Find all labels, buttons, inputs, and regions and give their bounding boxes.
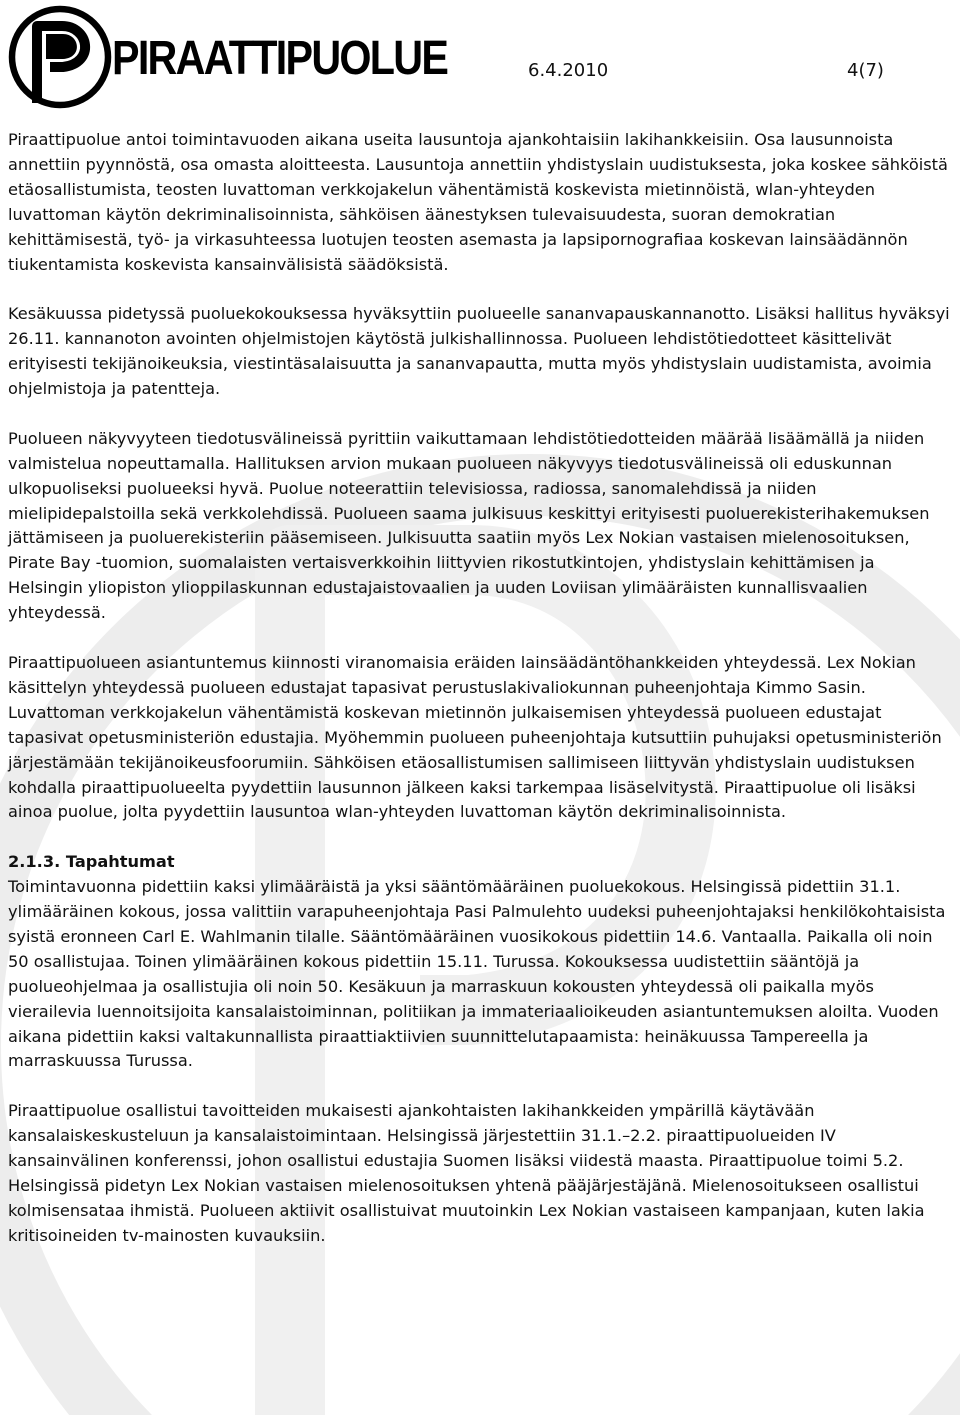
document-date: 6.4.2010 bbox=[528, 60, 609, 81]
logo-wordmark: PIRAATTIPUOLUE bbox=[112, 32, 448, 85]
section-heading: 2.1.3. Tapahtumat bbox=[8, 852, 175, 872]
body-paragraph: Piraattipuolue antoi toimintavuoden aikana useita lausuntoja ajankohtaisiin lakihankkeisiin. Osa lausunnoista annettiin pyynnöstä, osa omasta aloitteesta. Lausuntoja annettiin yhdistyslain uudistuksesta, joka koskee sähköistä etäosallistumista, teosten luvattoman verkkojakelun vähentämistä koskevista mietinnöistä, wlan-yhteyden luvattoman käytön dekriminalisoinnista, sähköisen äänestyksen tulevaisuudesta, suoran demokratian kehittämisestä, työ- ja virkasuhteessa luotujen teosten asemasta ja lapsipornografiaa koskevan lainsäädännön tiukentamista koskevista kansainvälisistä säädöksistä. bbox=[8, 130, 948, 274]
page-number: 4(7) bbox=[847, 60, 884, 81]
body-paragraph: Kesäkuussa pidetyssä puoluekokouksessa hyväksyttiin puolueelle sananvapauskannanotto. Lisäksi hallitus hyväksyi 26.11. kannanoton avointen ohjelmistojen käytöstä julkishallinnossa. Puolueen lehdistötiedotteet käsittelivät erityisesti tekijänoikeuksia, viestintäsalaisuutta ja sananvapautta, mutta myös yhdistyslain uudistamista, avoimia ohjelmistoja ja patentteja. bbox=[8, 304, 950, 399]
body-paragraph: Piraattipuolueen asiantuntemus kiinnosti viranomaisia eräiden lainsäädäntöhankkeiden yhteydessä. Lex Nokian käsittelyn yhteydessä puolueen edustajat tapasivat perustuslakivaliokunnan puheenjohtaja Kimmo Sasin. Luvattoman verkkojakelun vähentämistä koskevan mietinnön julkaisemisen yhteydessä puolueen edustajat tapasivat opetusministeriön edustajia. Myöhemmin puolueen puheenjohtaja kutsuttiin puhujaksi opetusministeriön järjestämään tekijänoikeusfoorumiin. Sähköisen etäosallistumisen sallimiseen liittyvän yhdistyslain uudistuksen kohdalla piraattipuolueelta pyydettiin lausunnon jälkeen kaksi tarkempaa lisäselvitystä. Piraattipuolue oli lisäksi ainoa puolue, jolta pyydettiin lausuntoa wlan-yhteyden luvattoman käytön dekriminalisoinnista. bbox=[8, 652, 942, 822]
page-header bbox=[0, 0, 960, 120]
body-paragraph: Toimintavuonna pidettiin kaksi ylimääräistä ja yksi sääntömääräinen puoluekokous. Helsingissä pidettiin 31.1. ylimääräinen kokous, jossa valittiin varapuheenjohtaja Pasi Palmulehto uudeksi puheenjohtajaksi henkilökohtaisista syistä eronneen Carl E. Wahlmanin tilalle. Sääntömääräinen vuosikokous pidettiin 14.6. Vantaalla. Paikalla oli noin 50 osallistujaa. Toinen ylimääräinen kokous pidettiin 15.11. Turussa. Kokouksessa uudistettiin sääntöjä ja puolueohjelmaa ja osallistujia oli noin 50. Kesäkuun ja marraskuun kokousten yhteydessä oli paikalla myös vierailevia luennoitsijoita kansalaistoiminnan, politiikan ja immateriaalioikeuden asiantuntemuksen aloilta. Vuoden aikana pidettiin kaksi valtakunnallista piraattiaktiivien suunnittelutapaamista: heinäkuussa Tampereella ja marraskuussa Turussa. bbox=[8, 877, 946, 1071]
document-body bbox=[8, 128, 954, 1249]
pirate-sail-logo-icon bbox=[6, 3, 114, 111]
body-paragraph: Piraattipuolue osallistui tavoitteiden mukaisesti ajankohtaisten lakihankkeiden ympärillä käytävään kansalaiskeskusteluun ja kansalaistoimintaan. Helsingissä järjestettiin 31.1.–2.2. piraattipuolueiden IV kansainvälinen konferenssi, johon osallistui edustajia Suomen lisäksi viidestä maasta. Piraattipuolue toimi 5.2. Helsingissä pidetyn Lex Nokian vastaisen mielenosoituksen yhtenä pääjärjestäjänä. Mielenosoitukseen osallistui kolmisensataa ihmistä. Puolueen aktiivit osallistuivat muutoinkin Lex Nokian vastaiseen kampanjaan, kuten lakia kritisoineiden tv-mainosten kuvauksiin. bbox=[8, 1101, 925, 1245]
body-paragraph: Puolueen näkyvyyteen tiedotusvälineissä pyrittiin vaikuttamaan lehdistötiedotteiden määrää lisäämällä ja niiden valmistelua nopeuttamalla. Hallituksen arvion mukaan puolueen näkyvyys tiedotusvälineissä oli eduskunnan ulkopuoliseksi puolueeksi hyvä. Puolue noteerattiin televisiossa, radiossa, sanomalehdissä ja niiden mielipidepalstoilla sekä verkkolehdissä. Puolueen saama julkisuus keskittyi erityisesti puoluerekisterihakemuksen jättämiseen ja puoluerekisteriin pääsemiseen. Julkisuutta saatiin myös Lex Nokian vastaisen mielenosoituksen, Pirate Bay -tuomion, suomalaisten vertaisverkkoihin liittyvien rikostutkintojen, yhdistyslain kehittämisen ja Helsingin yliopiston ylioppilaskunnan edustajaistovaalien ja uuden Loviisan ylimääräisten kunnallisvaalien yhteydessä. bbox=[8, 428, 930, 623]
